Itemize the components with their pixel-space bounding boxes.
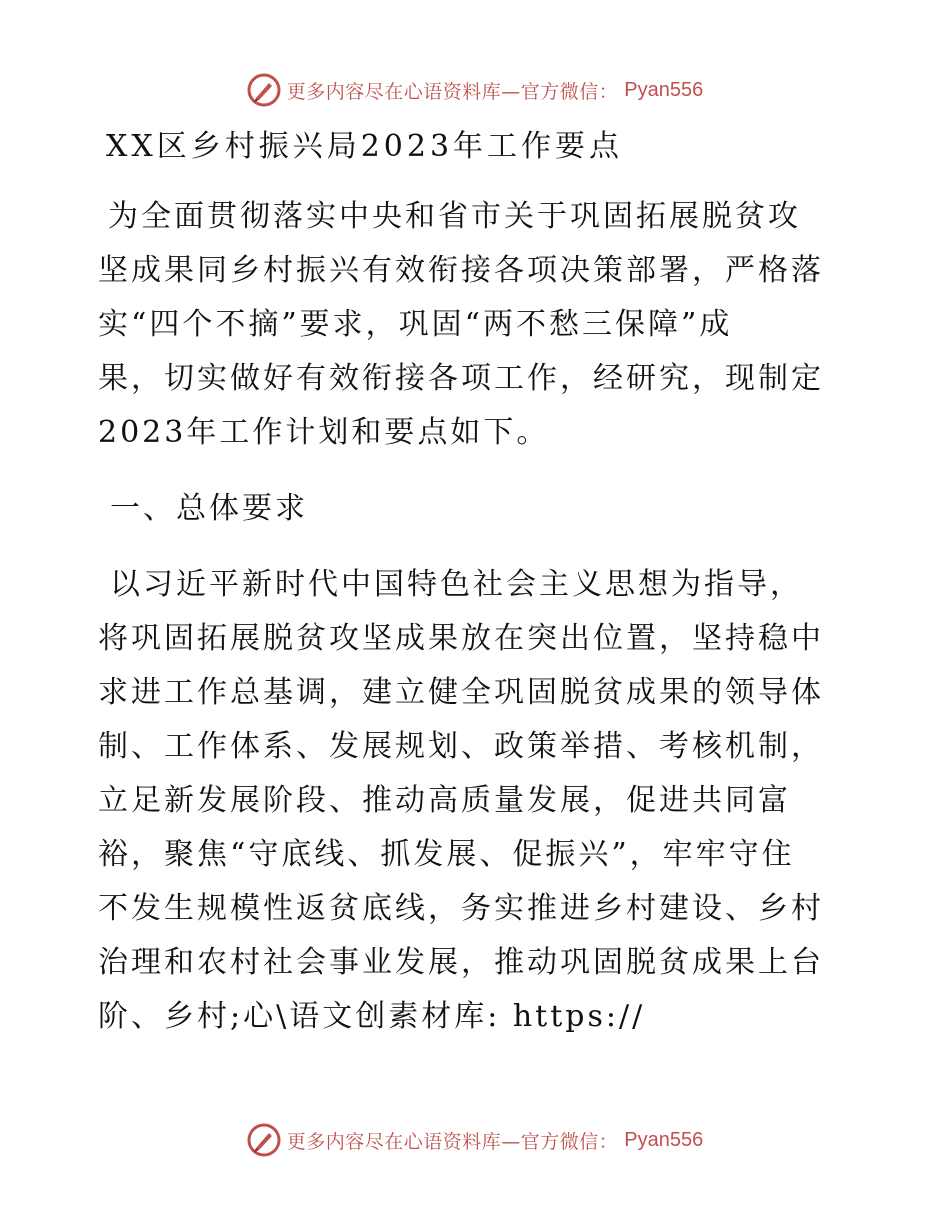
text-line: 制、工作体系、发展规划、政策举措、考核机制， [98,729,824,764]
intro-paragraph [98,190,858,460]
wechat-handle: Pyan556 [624,1128,704,1151]
text-line: 不发生规模性返贫底线，务实推进乡村建设、乡村 [98,891,824,926]
document-body [98,122,858,1044]
pen-logo-icon [247,73,281,107]
section1-paragraph [98,558,858,1044]
text-line: 裕，聚焦“守底线、抓发展、促振兴”，牢牢守住 [98,837,795,872]
document-title: XX区乡村振兴局2023年工作要点 [106,129,624,164]
header-watermark-banner [0,70,950,110]
text-line: 以习近平新时代中国特色社会主义思想为指导， [110,567,803,602]
text-line: 果，切实做好有效衔接各项工作，经研究，现制定 [98,361,824,396]
text-line: 将巩固拓展脱贫攻坚成果放在突出位置，坚持稳中 [98,621,824,656]
pen-logo-icon [247,1123,281,1157]
text-line: 求进工作总基调，建立健全巩固脱贫成果的领导体 [98,675,824,710]
text-line: 治理和农村社会事业发展，推动巩固脱贫成果上台 [98,945,824,980]
watermark-text: 更多内容尽在心语资料库—官方微信： [286,1130,619,1153]
text-line: 坚成果同乡村振兴有效衔接各项决策部署，严格落 [98,253,824,288]
text-line: 实“四个不摘”要求，巩固“两不愁三保障”成 [98,307,733,342]
text-line: 为全面贯彻落实中央和省市关于巩固拓展脱贫攻 [108,199,801,234]
text-line: 2023年工作计划和要点如下。 [98,415,550,450]
wechat-handle: Pyan556 [624,78,704,101]
watermark-text: 更多内容尽在心语资料库—官方微信： [286,80,619,103]
text-line: 阶、乡村;心\语文创素材库: https:// [98,999,646,1034]
section-heading: 一、总体要求 [110,491,308,526]
text-line: 立足新发展阶段、推动高质量发展，促进共同富 [98,783,791,818]
footer-watermark-banner [0,1120,950,1160]
